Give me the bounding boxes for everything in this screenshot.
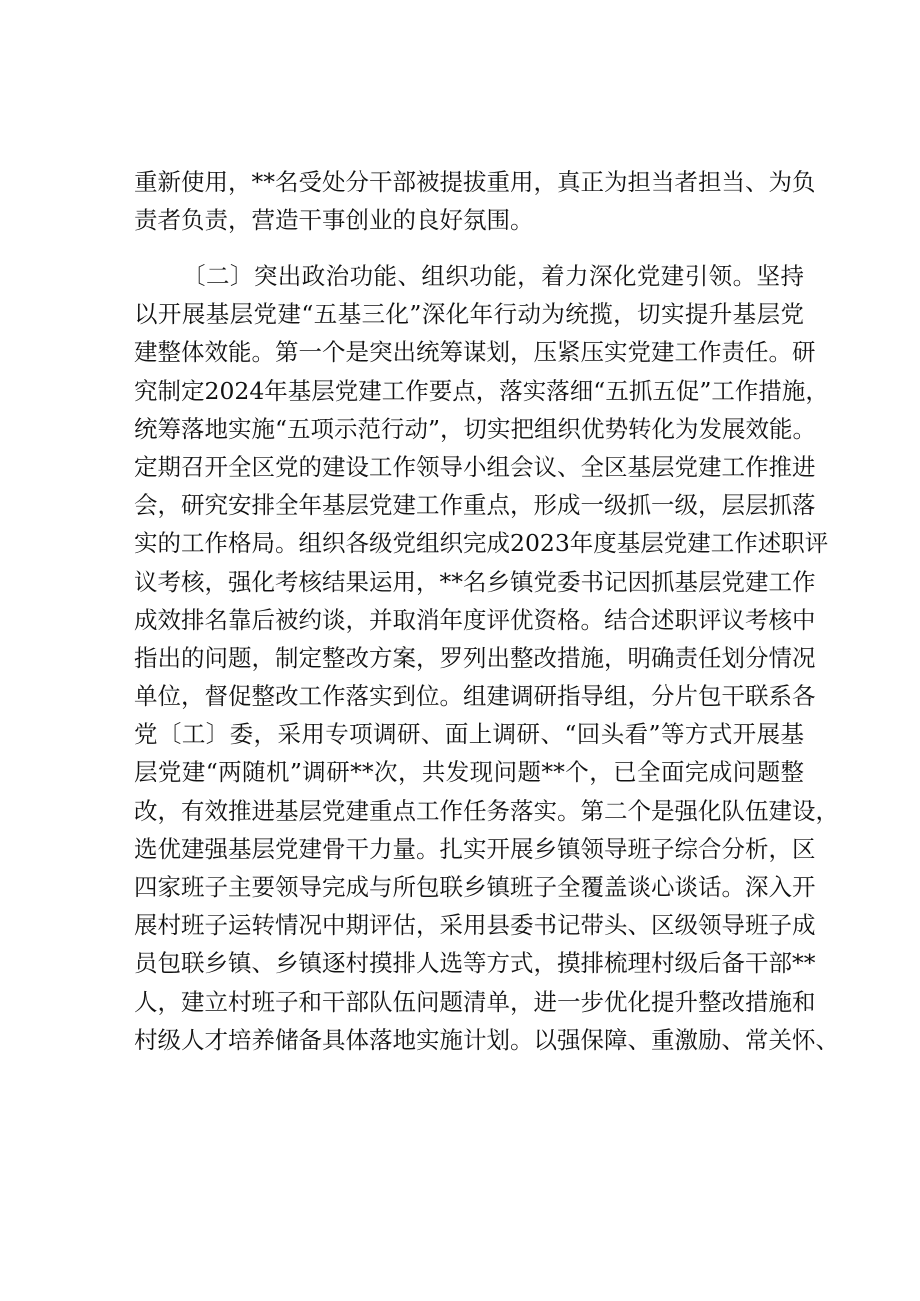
text-line: 展村班子运转情况中期评估，采用县委书记带头、区级领导班子成 (134, 911, 816, 940)
paragraph-2 (134, 257, 839, 1059)
text-line: 人，建立村班子和干部队伍问题清单，进一步优化提升整改措施和 (134, 987, 816, 1016)
text-line: 村级人才培养储备具体落地实施计划。以强保障、重激励、常关怀、 (134, 1025, 839, 1054)
text-line: 成效排名靠后被约谈，并取消年度评优资格。结合述职评议考核中 (134, 605, 816, 634)
text-line: 究制定2024年基层党建工作要点，落实落细“五抓五促”工作措施， (134, 376, 829, 405)
text-line: 单位，督促整改工作落实到位。组建调研指导组，分片包干联系各 (134, 682, 816, 711)
text-line: 实的工作格局。组织各级党组织完成2023年度基层党建工作述职评 (134, 529, 829, 558)
section-heading-line: 〔二〕突出政治功能、组织功能，着力深化党建引领。坚持 (182, 262, 804, 290)
text-line: 员包联乡镇、乡镇逐村摸排人选等方式，摸排梳理村级后备干部** (134, 949, 816, 978)
text-line: 以开展基层党建“五基三化”深化年行动为统揽，切实提升基层党 (134, 300, 804, 329)
text-line: 责者负责，营造干事创业的良好氛围。 (134, 206, 534, 235)
text-line: 四家班子主要领导完成与所包联乡镇班子全覆盖谈心谈话。深入开 (134, 873, 816, 901)
text-line: 建整体效能。第一个是突出统筹谋划，压紧压实党建工作责任。研 (134, 338, 816, 367)
text-line: 选优建强基层党建骨干力量。扎实开展乡镇领导班子综合分析，区 (134, 834, 816, 863)
text-line: 指出的问题，制定整改方案，罗列出整改措施，明确责任划分情况 (134, 643, 816, 672)
text-line: 层党建“两随机”调研**次，共发现问题**个，已全面完成问题整 (134, 758, 804, 787)
text-line: 统筹落地实施“五项示范行动”，切实把组织优势转化为发展效能。 (134, 414, 817, 443)
text-line: 议考核，强化考核结果运用，**名乡镇党委书记因抓基层党建工作 (134, 567, 816, 596)
text-line: 改，有效推进基层党建重点工作任务落实。第二个是强化队伍建设， (134, 796, 839, 825)
text-line: 党〔工〕委，采用专项调研、面上调研、“回头看”等方式开展基 (134, 720, 804, 749)
text-line: 会，研究安排全年基层党建工作重点，形成一级抓一级，层层抓落 (134, 491, 816, 520)
text-line: 定期召开全区党的建设工作领导小组会议、全区基层党建工作推进 (134, 452, 816, 481)
text-line: 重新使用，**名受处分干部被提拔重用，真正为担当者担当、为负 (134, 168, 816, 196)
paragraph-1 (134, 163, 816, 239)
